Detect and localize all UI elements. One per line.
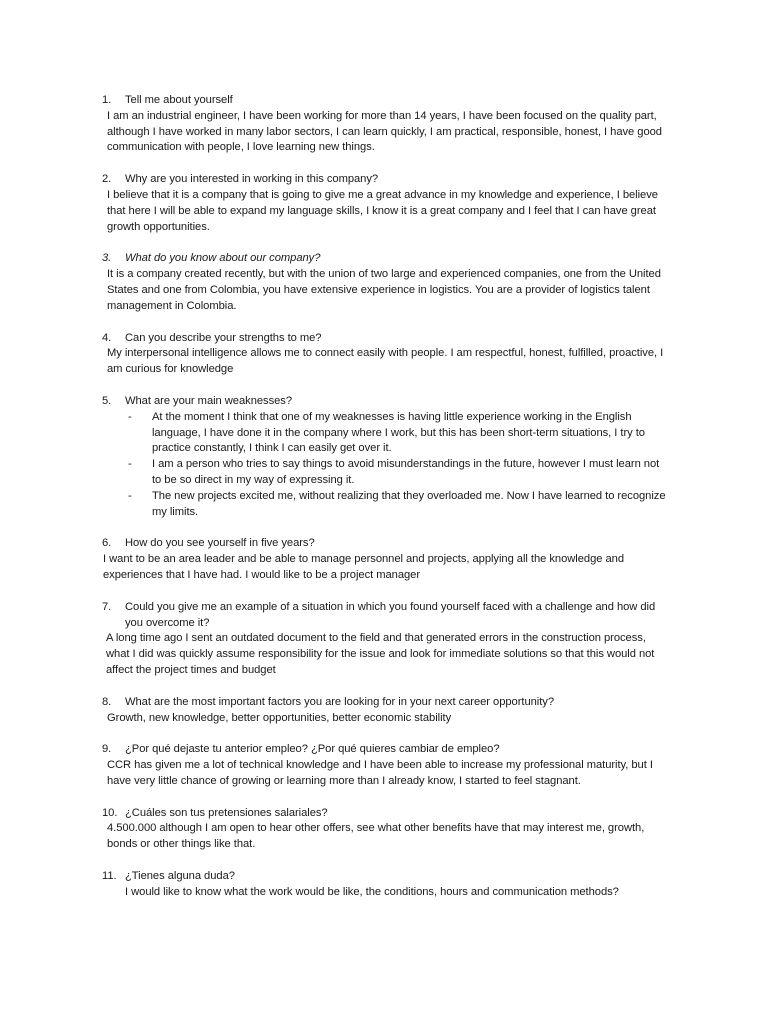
answer-4: My interpersonal intelligence allows me to connect easily with people. I am respectful, honest, fulfilled, proactive, I am curious for knowledge [107,347,664,376]
question-text: What do you know about our company? [125,252,321,265]
qa-item-11 [100,869,670,901]
answer-6: I want to be an area leader and be able to manage personnel and projects, applying all the knowledge and experiences that I have had. I would like to be a project manager [103,553,624,581]
question-number: 11. [102,870,117,883]
question-text: ¿Tienes alguna duda? [125,870,235,883]
question-8 [100,695,670,711]
question-number: 1. [102,94,112,106]
question-5 [100,394,670,410]
question-text: Can you describe your strengths to me? [125,331,322,344]
weakness-text: I am a person who tries to say things to avoid misunderstandings in the future, however I must learn not to be so direct in my way of expressing it. [152,458,660,486]
qa-item-6 [100,536,670,583]
question-10 [100,806,670,822]
question-2 [100,172,670,188]
question-text: How do you see yourself in five years? [125,537,315,550]
bullet-dash: - [128,410,132,423]
answer-3: It is a company created recently, but with the union of two large and experienced companies, one from the United States and one from Colombia, you have extensive experience in logistics. You are a provider of logistics talent management in Colombia. [107,268,661,312]
qa-item-3 [100,251,670,314]
question-9 [100,742,670,758]
question-number: 3. [102,252,112,265]
qa-item-9 [100,742,670,789]
question-number: 10. [102,806,118,819]
bullet-dash: - [128,458,132,471]
answer-8: Growth, new knowledge, better opportunities, better economic stability [107,711,452,724]
question-3 [100,251,670,267]
question-1 [100,93,670,109]
bullet-dash: - [128,489,132,502]
answer-10: 4.500.000 although I am open to hear other offers, see what other benefits have that may interest me, growth, bonds or other things like that. [107,822,645,851]
question-6 [100,536,670,552]
qa-item-2 [100,172,670,235]
question-number: 2. [102,173,112,186]
question-11 [100,869,670,885]
question-number: 8. [102,695,112,708]
qa-item-1 [100,93,670,156]
question-number: 4. [102,331,112,344]
question-number: 5. [102,394,112,407]
qa-item-8 [100,695,670,727]
question-4 [100,331,670,347]
answer-1: I am an industrial engineer, I have been working for more than 14 years, I have been focused on the quality part, although I have worked in many labor sectors, I can learn quickly, I am practical, responsible, honest, I have good communication with people, I love learning new things. [107,109,662,154]
question-text: Could you give me an example of a situation in which you found yourself faced with a challenge and how did you overcome it? [125,600,656,629]
question-number: 7. [102,600,112,613]
answer-7: A long time ago I sent an outdated document to the field and that generated errors in the construction process, what I did was quickly assume responsibility for the issue and look for immediate solutions so that this would not affect the project times and budget [106,632,655,676]
answer-11: I would like to know what the work would be like, the conditions, hours and communication methods? [125,885,619,898]
weakness-item [100,457,670,489]
question-text: ¿Cuáles son tus pretensiones salariales? [125,806,328,819]
question-number: 9. [102,743,112,756]
qa-item-5 [100,394,670,520]
answer-2: I believe that it is a company that is going to give me a great advance in my knowledge and experience, I believe that here I will be able to expand my language skills, I know it is a great company and I feel that I can have great growth opportunities. [107,188,658,233]
question-7 [100,600,670,632]
weakness-item [100,489,670,521]
qa-item-10 [100,806,670,853]
question-text: Why are you interested in working in this company? [125,173,379,186]
interview-document [100,93,670,917]
answer-9: CCR has given me a lot of technical knowledge and I have been able to increase my professional maturity, but I have very little chance of growing or learning more than I already know, I started to feel stagnant. [107,759,653,787]
question-text: ¿Por qué dejaste tu anterior empleo? ¿Por qué quieres cambiar de empleo? [125,743,500,756]
weakness-item [100,410,670,457]
question-text: What are your main weaknesses? [125,394,293,407]
weakness-list [100,410,670,521]
question-text: Tell me about yourself [125,94,233,106]
question-number: 6. [102,537,112,550]
qa-item-4 [100,331,670,378]
question-text: What are the most important factors you are looking for in your next career opportunity? [125,695,555,708]
qa-item-7 [100,600,670,679]
weakness-text: The new projects excited me, without realizing that they overloaded me. Now I have learned to recognize my limits. [152,489,666,518]
weakness-text: At the moment I think that one of my weaknesses is having little experience working in the English language, I have done it in the company where I work, but this has been short-term situations, I try to practice constantly, I think I can easily get over it. [152,410,645,455]
